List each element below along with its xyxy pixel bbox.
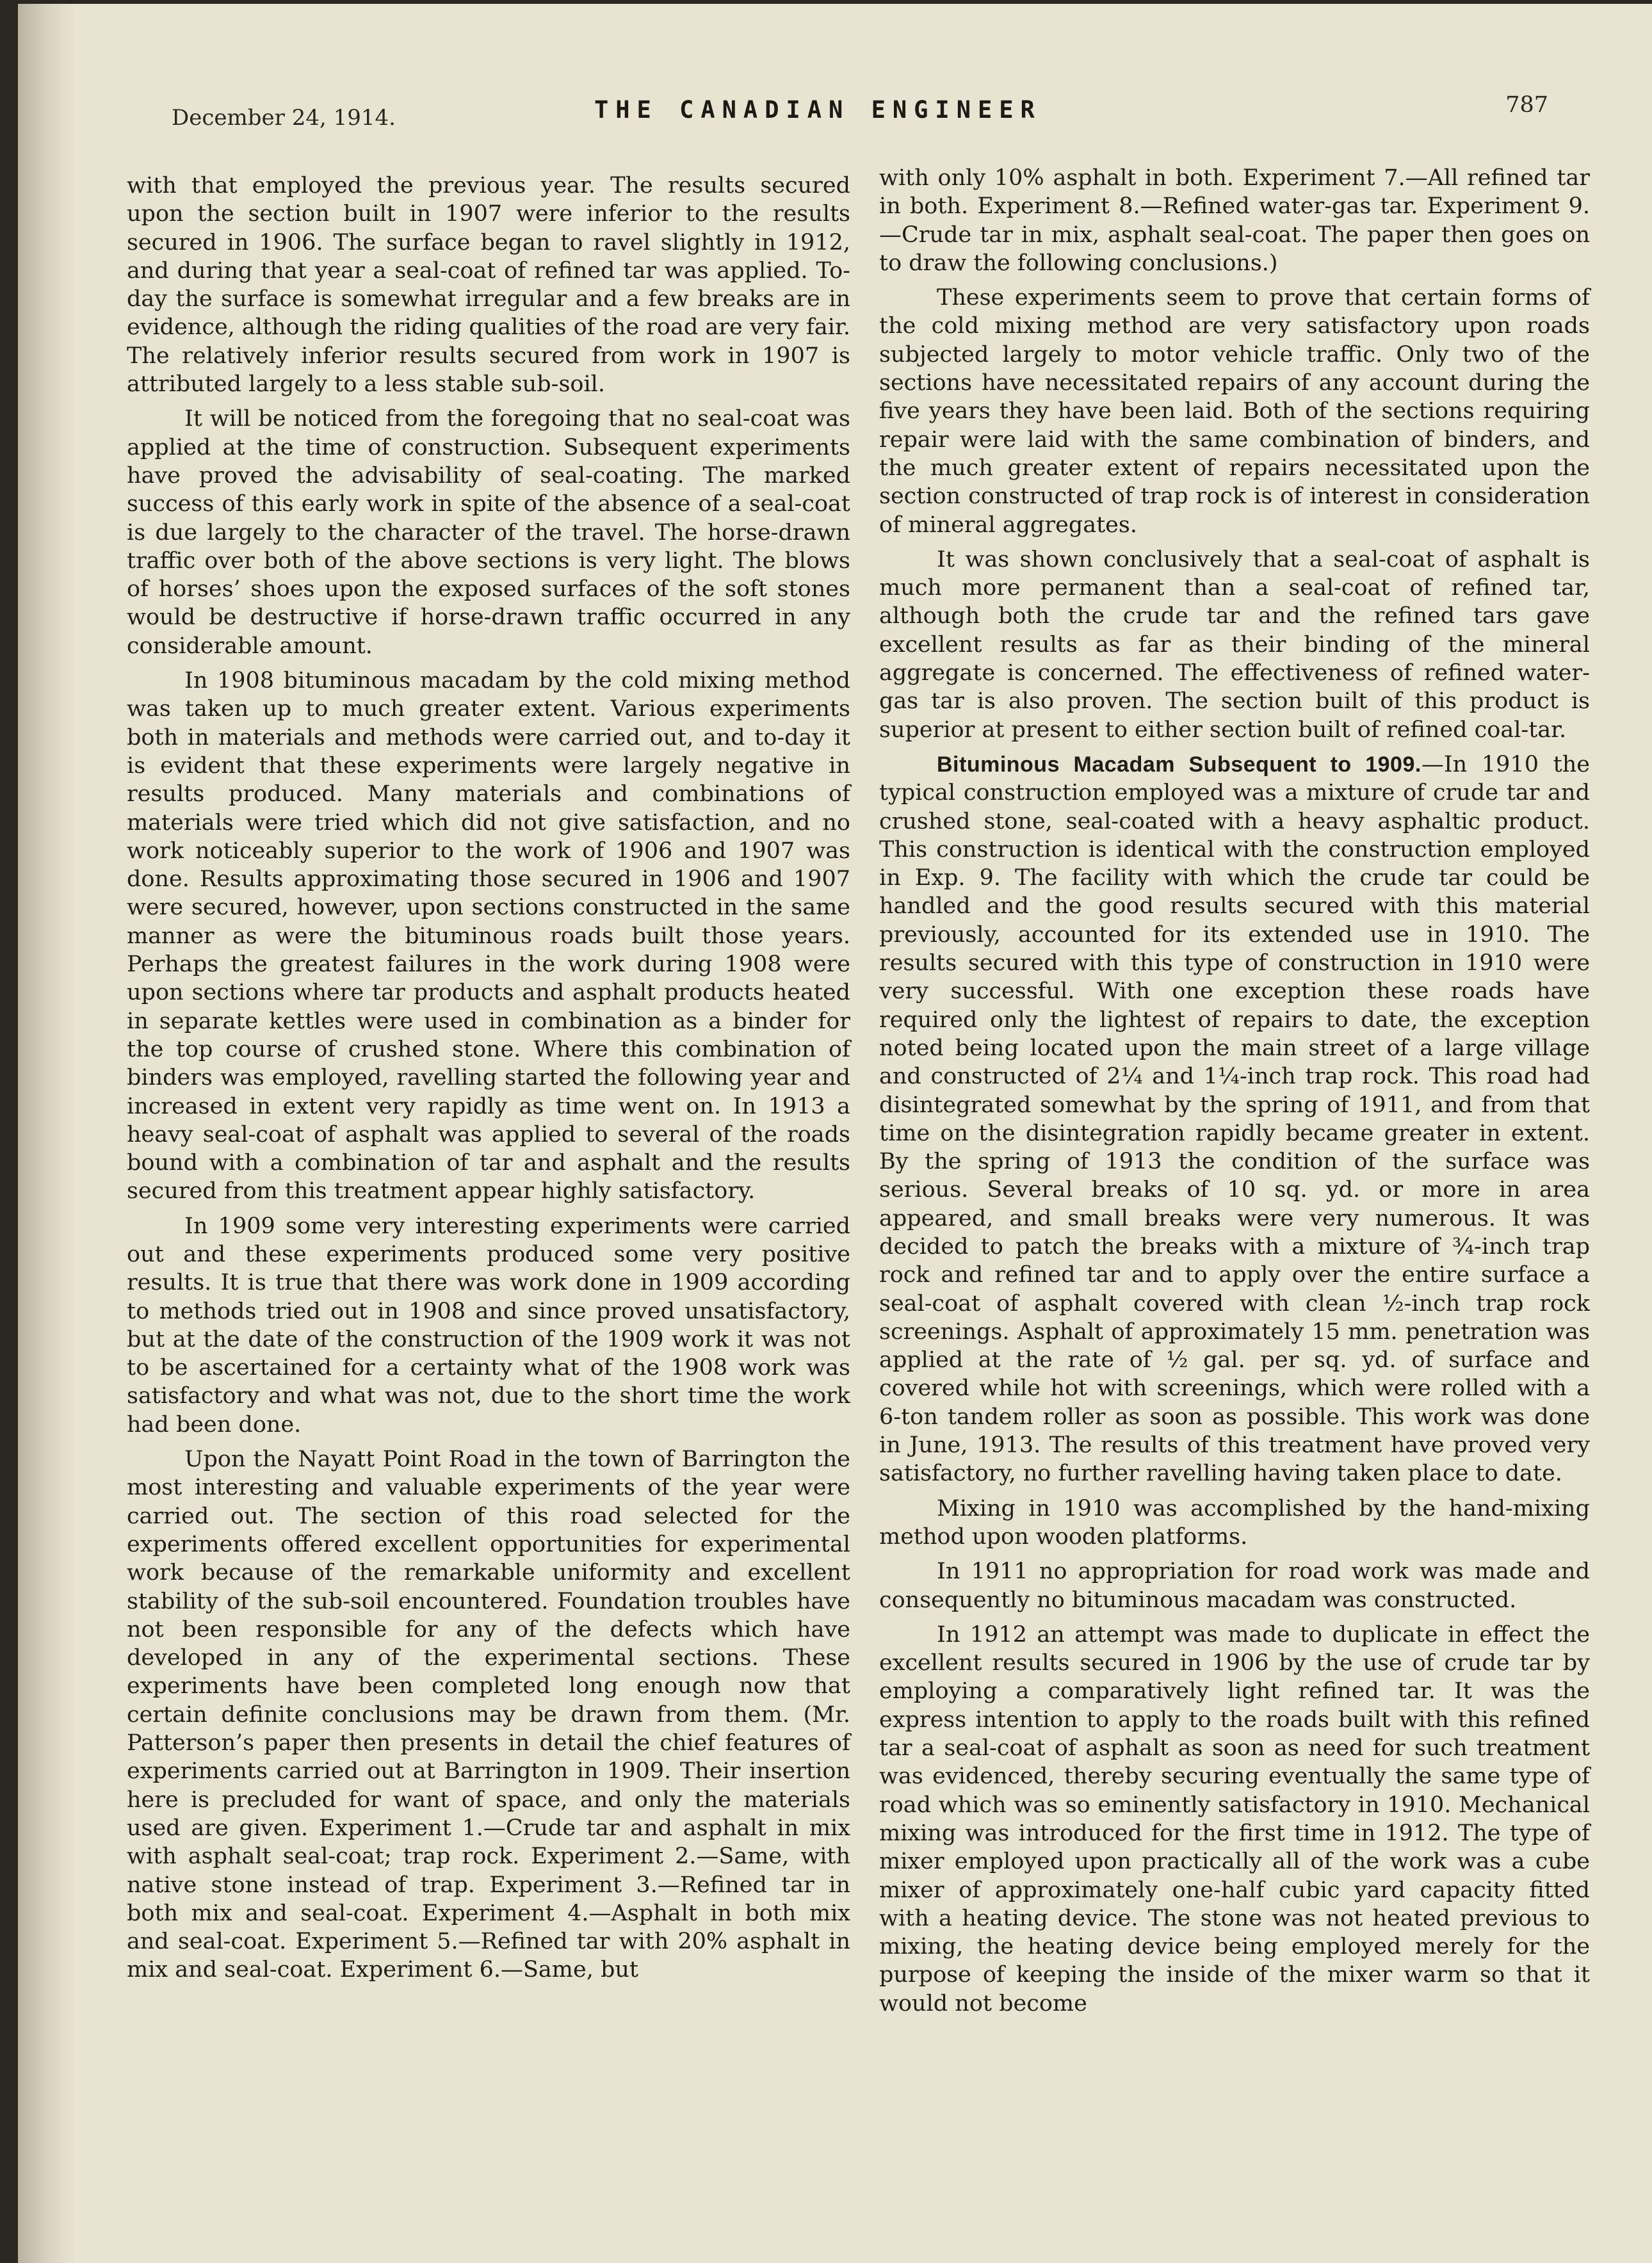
paragraph: Upon the Nayatt Point Road in the town of Barrington the most interesting and valuable experiments of the year were carried out. The section of this road selected for the experiments offered excellent opportunities for experimental work because of the remarkable uniformity and excellent stability of the sub-soil encountered. Foundation troubles have not been responsible for any of the defects which have developed in any of the experimental sections. These experiments have been completed long enough now that certain definite conclusions may be drawn from them. (Mr. Patterson’s paper then presents in detail the chief features of experiments carried out at Barrington in 1909. Their insertion here is precluded for want of space, and only the materials used are given. Experiment 1.—Crude tar and asphalt in mix with asphalt seal-coat; trap rock. Experiment 2.—Same, with native stone instead of trap. Experiment 3.—Refined tar in both mix and seal-coat. Experiment 4.—Asphalt in both mix and seal-coat. Experiment 5.—Refined tar with 20% asphalt in mix and seal-coat. Experiment 6.—Same, but (127, 1447, 850, 1983)
paragraph: In 1908 bituminous macadam by the cold mixing method was taken up to much greater extent. Various experiments both in materials and methods were carried out, and to-day it is evident that these experiments were largely negative in results produced. Many materials and combinations of materials were tried which did not give satisfaction, and no work noticeably superior to the work of 1906 and 1907 was done. Results approximating those secured in 1906 and 1907 were secured, however, upon sections constructed in the same manner as were the bituminous roads built those years. Perhaps the greatest failures in the work during 1908 were upon sections where tar products and asphalt products heated in separate kettles were used in combination as a binder for the top course of crushed stone. Where this combination of binders was employed, ravelling started the following year and increased in extent very rapidly as time went on. In 1913 a heavy seal-coat of asphalt was applied to several of the roads bound with a combination of tar and asphalt and the results secured from this treatment appear highly satisfactory. (127, 668, 850, 1204)
section-subhead-text: —In 1910 the typical construction employed was a mixture of crude tar and crushed stone, seal-coated with a heavy asphaltic product. This construction is identical with the construction employed in Exp. 9. The facility with which the crude tar could be handled and the good results secured with this material previously, accounted for its extended use in 1910. The results secured with this type of construction in 1910 were very successful. With one exception these roads have required only the lightest of repairs to date, the exception noted being located upon the main street of a large village and constructed of 2¼ and 1¼-inch trap rock. This road had disintegrated somewhat by the spring of 1911, and from that time on the disintegration rapidly became greater in extent. By the spring of 1913 the condition of the surface was serious. Several breaks of 10 sq. yd. or more in area appeared, and small breaks were very numerous. It was decided to patch the breaks with a mixture of ¾-inch trap rock and refined tar and to apply over the entire surface a seal-coat of asphalt covered with clean ½-inch trap rock screenings. Asphalt of approximately 15 mm. penetration was applied at the rate of ½ gal. per sq. yd. of surface and covered while hot with screenings, which were rolled with a 6-ton tandem roller as soon as possible. This work was done in June, 1913. The results of this treatment have proved very satisfactory, no further ravelling having taken place to date. (879, 751, 1590, 1487)
binding-shadow (18, 4, 76, 2263)
issue-date: December 24, 1914. (172, 105, 396, 131)
paragraph: with that employed the previous year. The results secured upon the section built in 1907 were inferior to the results secured in 1906. The surface began to ravel slightly in 1912, and during that year a seal-coat of refined tar was applied. To-day the surface is somewhat irregular and a few breaks are in evidence, although the riding qualities of the road are very fair. The relatively inferior results secured from work in 1907 is attributed largely to a less stable sub-soil. (127, 173, 850, 398)
page-number: 787 (1505, 92, 1548, 118)
paragraph: It will be noticed from the foregoing that no seal-coat was applied at the time of construction. Subsequent experiments have proved the advisability of seal-coating. The marked success of this early work in spite of the absence of a seal-coat is due largely to the character of the travel. The horse-drawn traffic over both of the above sections is very light. The blows of horses’ shoes upon the exposed surfaces of the soft stones would be destructive if horse-drawn traffic occurred in any considerable amount. (127, 406, 850, 659)
paragraph: In 1911 no appropriation for road work was made and consequently no bituminous macadam was constructed. (879, 1559, 1590, 1613)
paragraph: These experiments seem to prove that certain forms of the cold mixing method are very satisfactory upon roads subjected largely to motor vehicle traffic. Only two of the sections have necessitated repairs of any account during the five years they have been laid. Both of the sections requiring repair were laid with the same combination of binders, and the much greater extent of repairs necessitated upon the section constructed of trap rock is of interest in consideration of mineral aggregates. (879, 285, 1590, 538)
paragraph: In 1912 an attempt was made to duplicate in effect the excellent results secured in 1906 by the use of crude tar by employing a comparatively light refined tar. It was the express intention to apply to the roads built with this refined tar a seal-coat of asphalt as soon as need for such treatment was evidenced, thereby securing eventually the same type of road which was so eminently satisfactory in 1910. Mechanical mixing was introduced for the first time in 1912. The type of mixer employed upon practically all of the work was a cube mixer of approximately one-half cubic yard capacity fitted with a heating device. The stone was not heated previous to mixing, the heating device being employed merely for the purpose of keeping the inside of the mixer warm so that it would not become (879, 1621, 1590, 2016)
running-header (172, 92, 1548, 137)
section-subhead: Bituminous Macadam Subsequent to 1909. (937, 752, 1421, 777)
left-column (127, 172, 850, 1991)
journal-page (18, 4, 1652, 2263)
paragraph: Mixing in 1910 was accomplished by the hand-mixing method upon wooden platforms. (879, 1495, 1590, 1550)
paragraph: In 1909 some very interesting experiments were carried out and these experiments produced some very positive results. It is true that there was work done in 1909 according to methods tried out in 1908 and since proved unsatisfactory, but at the date of the construction of the 1909 work it was not to be ascertained for a certainty what of the 1908 work was satisfactory and what was not, due to the short time the work had been done. (127, 1213, 850, 1438)
section-paragraph (879, 750, 1590, 1488)
paragraph: It was shown conclusively that a seal-coat of asphalt is much more permanent than a seal-coat of refined tar, although both the crude tar and the refined tars gave excellent results as far as their binding of the mineral aggregate is concerned. The effectiveness of refined water-gas tar is also proven. The section built of this product is superior at present to either section built of refined coal-tar. (879, 546, 1590, 743)
paragraph: with only 10% asphalt in both. Experiment 7.—All refined tar in both. Experiment 8.—Refined water-gas tar. Experiment 9.—Crude tar in mix, asphalt seal-coat. The paper then goes on to draw the following conclusions.) (879, 165, 1590, 276)
journal-title: THE CANADIAN ENGINEER (594, 96, 1042, 124)
right-column (879, 164, 1590, 2024)
